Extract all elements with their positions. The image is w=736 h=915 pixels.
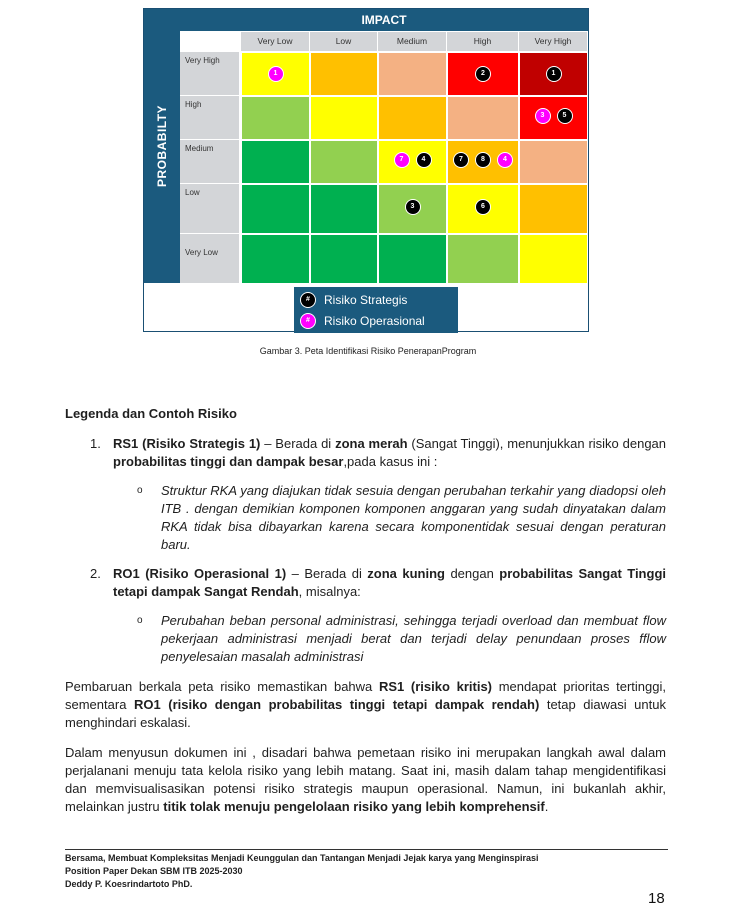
item1-number: 1. [90, 436, 101, 451]
impact-level-header: Medium [378, 32, 447, 51]
legend-operational [300, 311, 425, 331]
item2-b1: zona kuning [367, 566, 445, 581]
probability-axis-title: PROBABILTY [155, 104, 169, 188]
footer-line-3: Deddy P. Koesrindartoto PhD. [65, 879, 193, 889]
impact-level-header: Very High [519, 32, 588, 51]
item2-b2: probabilitas Sangat Tinggi tetapi dampak Sangat Rendah [113, 566, 666, 599]
risk-cell [310, 234, 378, 284]
item2-number: 2. [90, 566, 101, 581]
paragraph-1 [65, 678, 666, 732]
paragraph-2 [65, 744, 666, 816]
item2-sub: Perubahan beban personal administrasi, sehingga terjadi overload dan membuat flow pekerjaan administrasi menjadi berat dan terjadi delay penundaan proses fflow penyelesaian masalah administrasi [161, 613, 666, 664]
strategic-risk-marker: 4 [416, 152, 432, 168]
risk-cell [519, 96, 588, 140]
section-heading: Legenda dan Contoh Risiko [65, 406, 237, 421]
operational-risk-marker: 1 [268, 66, 284, 82]
para1-t1: Pembaruan berkala peta risiko memastikan bahwa [65, 679, 379, 694]
matrix-corner [180, 32, 240, 51]
risk-cell [241, 184, 310, 234]
figure-caption: Gambar 3. Peta Identifikasi Risiko PenerapanProgram [259, 346, 477, 356]
risk-cell [447, 96, 519, 140]
risk-cell [310, 96, 378, 140]
strategic-risk-marker: 5 [557, 108, 573, 124]
probability-level-header: Medium [180, 140, 239, 184]
impact-level-header: Very Low [241, 32, 310, 51]
risk-cell [519, 184, 588, 234]
item1-b2: probabilitas tinggi dan dampak besar [113, 454, 344, 469]
page-number: 18 [648, 890, 665, 907]
footer-line-2: Position Paper Dekan SBM ITB 2025-2030 [65, 866, 243, 876]
probability-level-header: Very Low [180, 234, 239, 284]
item2-t3: , misalnya: [298, 584, 361, 599]
item2-t2: dengan [444, 566, 500, 581]
footer-line-1: Bersama, Membuat Kompleksitas Menjadi Keunggulan dan Tantangan Menjadi Jejak karya yang Menginspirasi [65, 853, 539, 863]
item1-sub: Struktur RKA yang diajukan tidak sesuia dengan perubahan terkahir yang diadopsi oleh ITB . dengan demikian komponen komponen anggaran yang sudah dinyatakan dalam RKA tidak bisa dibayarkan karena secara komponentidak sesuai dengan peraturan baru. [161, 483, 666, 552]
item2-text [113, 565, 666, 601]
risk-cell [378, 96, 447, 140]
para2-t2: . [544, 799, 549, 814]
strategic-risk-marker: 8 [475, 152, 491, 168]
strategic-risk-marker: 3 [405, 199, 421, 215]
para2-t1: Dalam menyusun dokumen ini , disadari bahwa pemetaan risiko ini merupakan langkah awal dalam perjalanani menuju tata kelola risiko yang lebih matang. Saat ini, masih dalam tahap mengidentifikasi dan memvisualisasikan potensi risiko strategis maupun operasional. Namun, ini bukanlah akhir, melainkan justru [65, 745, 666, 814]
operational-risk-marker: 7 [394, 152, 410, 168]
risk-matrix-figure [143, 8, 589, 332]
risk-cell [310, 52, 378, 96]
strategic-risk-marker: 7 [453, 152, 469, 168]
item2-bullet: o [137, 615, 143, 626]
legend-strategic-marker: # [300, 292, 316, 308]
legend-operational-label: Risiko Operasional [324, 314, 425, 328]
risk-cell [241, 140, 310, 184]
probability-level-header: Very High [180, 52, 239, 96]
para1-b1: RS1 (risiko kritis) [378, 679, 493, 694]
strategic-risk-marker: 6 [475, 199, 491, 215]
legend-operational-marker: # [300, 313, 316, 329]
item1-bullet: o [137, 485, 143, 496]
risk-cell [378, 52, 447, 96]
risk-cell [447, 234, 519, 284]
strategic-risk-marker: 2 [475, 66, 491, 82]
para2-b1: titik tolak menuju pengelolaan risiko yang lebih komprehensif [163, 799, 545, 814]
risk-cell [241, 96, 310, 140]
item1-title: RS1 (Risiko Strategis 1) [113, 436, 261, 451]
probability-level-header: Low [180, 184, 239, 234]
legend-strategic-label: Risiko Strategis [324, 293, 408, 307]
item1-t3: ,pada kasus ini : [343, 454, 438, 469]
impact-level-header: High [447, 32, 519, 51]
item1-b1: zona merah [335, 436, 408, 451]
item1-t1: – Berada di [260, 436, 336, 451]
risk-legend [294, 287, 458, 333]
risk-cell [241, 234, 310, 284]
risk-cell [519, 140, 588, 184]
probability-level-header: High [180, 96, 239, 140]
footer-divider [65, 849, 668, 850]
para1-b2: RO1 (risiko dengan probabilitas tinggi tetapi dampak rendah) [133, 697, 540, 712]
impact-level-header: Low [310, 32, 378, 51]
risk-cell [310, 140, 378, 184]
risk-cell [378, 140, 447, 184]
risk-cell [310, 184, 378, 234]
impact-axis-title: IMPACT [180, 9, 588, 31]
para1-t3: tetap diawasi untuk menghindari eskalasi. [65, 697, 666, 730]
operational-risk-marker: 4 [497, 152, 513, 168]
risk-cell [519, 234, 588, 284]
item2-t1: – Berada di [286, 566, 368, 581]
item1-text [113, 435, 666, 471]
probability-axis-band [144, 9, 180, 283]
legend-strategic [300, 290, 407, 310]
para1-t2: mendapat prioritas tertinggi, sementara [65, 679, 666, 712]
strategic-risk-marker: 1 [546, 66, 562, 82]
item2-title: RO1 (Risiko Operasional 1) [113, 566, 287, 581]
risk-cell [378, 234, 447, 284]
item1-t2: (Sangat Tinggi), menunjukkan risiko dengan [407, 436, 667, 451]
operational-risk-marker: 3 [535, 108, 551, 124]
